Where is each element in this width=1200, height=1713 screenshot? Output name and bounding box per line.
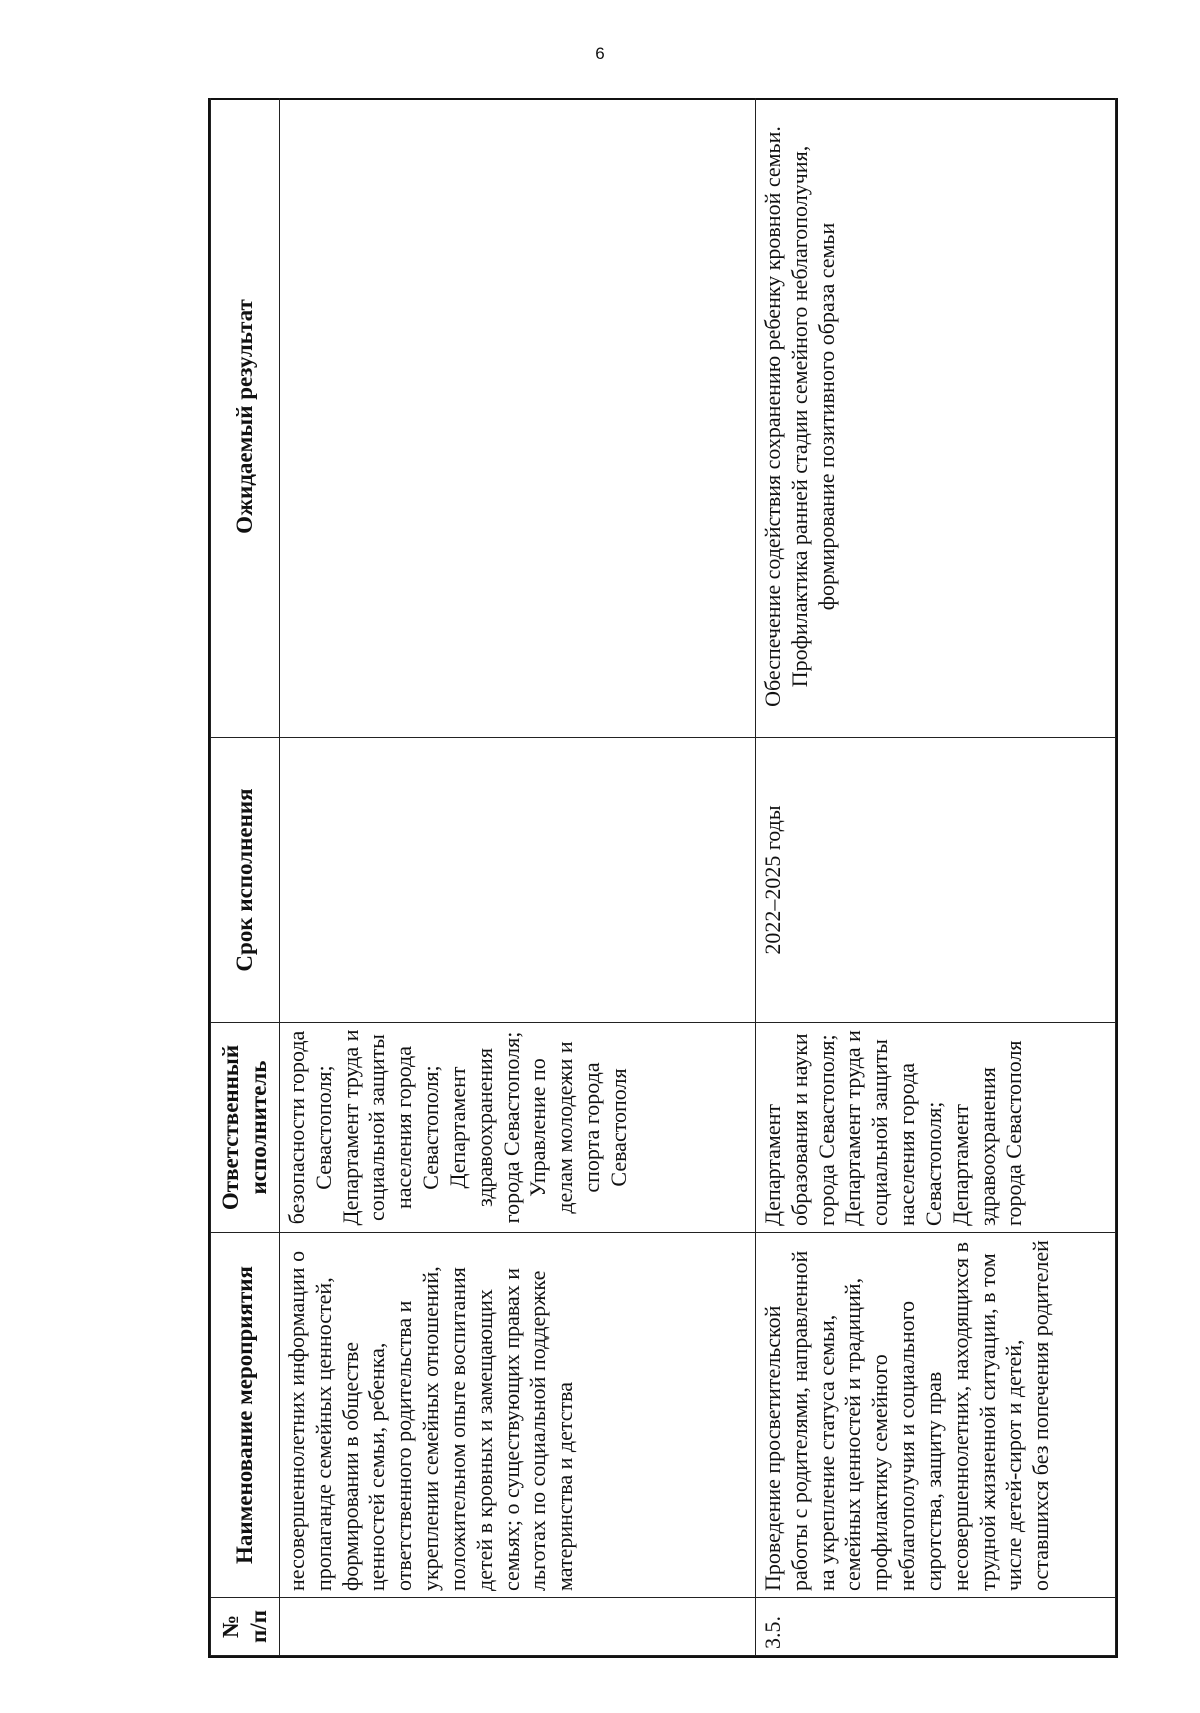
cell-name: несовершеннолетних информации о пропаганде семейных ценностей, формировании в обществе ценностей семьи, ребенка, ответственного родительства и укреплении семейных отношений, положительном опыте воспитания детей в кровных и замещающих семьях; о существующих правах и льготах по социальной поддержке материнства и детства: [280, 1233, 756, 1598]
cell-deadline: [280, 738, 756, 1023]
cell-result: [280, 98, 756, 738]
rotated-table-container: [208, 98, 1118, 1658]
table-row: [280, 98, 756, 1656]
cell-result: Обеспечение содействия сохранению ребенку кровной семьи. Профилактика ранней стадии семейного неблагополучия, формирование позитивного образа семьи: [756, 98, 1116, 738]
header-deadline: Срок исполнения: [211, 738, 280, 1023]
header-num: № п/п: [211, 1598, 280, 1656]
cell-num: [280, 1598, 756, 1656]
table-frame: [208, 98, 1118, 1658]
header-name: Наименование мероприятия: [211, 1233, 280, 1598]
cell-name: Проведение просветительской работы с родителями, направленной на укрепление статуса семьи, семейных ценностей и традиций, профилактику семейного неблагополучия и социального сиротства, защиту прав несовершеннолетних, находящихся в трудной жизненной ситуации, в том числе детей-сирот и детей, оставшихся без попечения родителей: [756, 1233, 1116, 1598]
schedule-table: [210, 98, 1116, 1656]
cell-deadline: 2022–2025 годы: [756, 738, 1116, 1023]
cell-responsible: Департамент образования и науки города Севастополя; Департамент труда и социальной защиты населения города Севастополя; Департамент здравоохранения города Севастополя: [756, 1023, 1116, 1233]
table-row: [756, 98, 1116, 1656]
cell-num: 3.5.: [756, 1598, 1116, 1656]
header-result: Ожидаемый результат: [211, 98, 280, 738]
page-number: 6: [595, 44, 605, 63]
cell-responsible: безопасности города Севастополя; Департамент труда и социальной защиты населения города Севастополя; Департамент здравоохранения города Севастополя; Управление по делам молодежи и спорта города Севастополя: [280, 1023, 756, 1233]
header-responsible: Ответственный исполнитель: [211, 1023, 280, 1233]
table-header-row: [211, 98, 280, 1656]
